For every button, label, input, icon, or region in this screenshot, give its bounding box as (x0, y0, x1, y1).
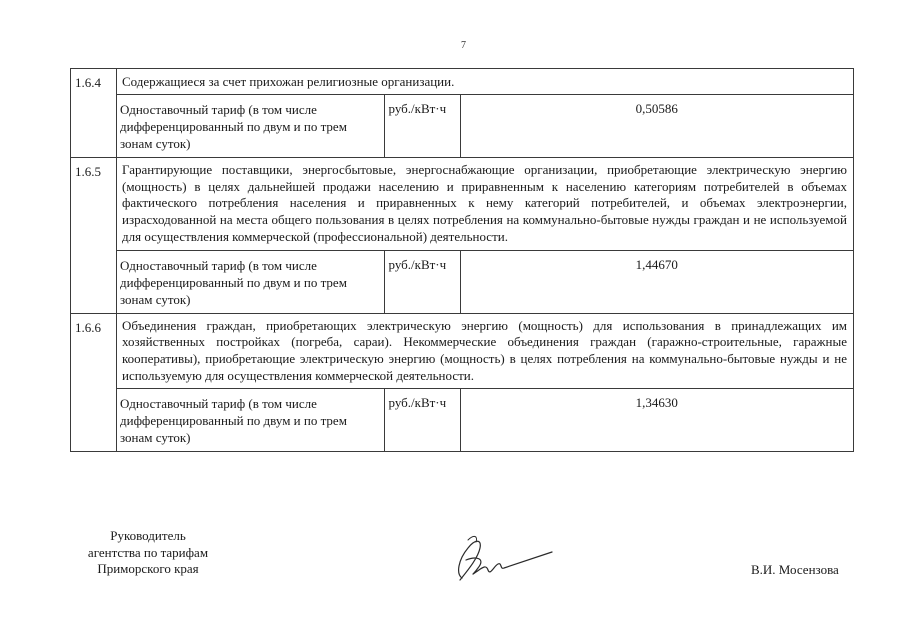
tariff-value: 1,34630 (460, 389, 853, 451)
tariff-value: 0,50586 (460, 95, 853, 157)
tariff-label: Одноставочный тариф (в том числе дифференцированный по двум и по трем зонам суток) (120, 102, 347, 151)
tariff-row (71, 95, 854, 158)
position-line: Приморского края (97, 561, 199, 576)
section-number: 1.6.4 (71, 69, 117, 158)
position-line: Руководитель (110, 528, 186, 543)
tariff-label: Одноставочный тариф (в том числе дифференцированный по двум и по трем зонам суток) (120, 396, 347, 446)
signatory-position (63, 528, 233, 578)
tariff-row (71, 389, 854, 452)
tariff-row (71, 250, 854, 313)
section-number: 1.6.5 (71, 158, 117, 314)
section-row (71, 158, 854, 251)
tariff-table (70, 68, 854, 452)
tariff-label: Одноставочный тариф (в том числе дифференцированный по двум и по трем зонам суток) (120, 257, 347, 307)
tariff-unit: руб./кВт·ч (384, 95, 460, 157)
section-row (71, 69, 854, 95)
signatory-name: В.И. Мосензова (751, 562, 839, 577)
position-line: агентства по тарифам (87, 544, 209, 560)
page-number: 7 (461, 40, 466, 51)
section-description: Объединения граждан, приобретающих электрическую энергию (мощность) для использования в принадлежащих им хозяйственных постройках (погреба, сараи). Некоммерческие объединения граждан (гаражно-строительные, гаражные кооперативы), приобретающие электрическую энергию (мощность) в целях потребления на коммунально-бытовые нужды и не используемую для осуществления коммерческой деятельности. (117, 313, 854, 389)
tariff-value: 1,44670 (460, 251, 853, 313)
section-description: Содержащиеся за счет прихожан религиозные организации. (117, 69, 854, 95)
tariff-unit: руб./кВт·ч (384, 389, 460, 451)
section-row (71, 313, 854, 389)
tariff-unit: руб./кВт·ч (384, 251, 460, 313)
section-description: Гарантирующие поставщики, энергосбытовые, энергоснабжающие организации, приобретающие электрическую энергию (мощность) в целях дальнейшей продажи населению и приравненным к населению категориям потребителей в объемах фактического потребления населения и приравненных к нему категорий потребителей, и объемах электроэнергии, израсходованной на места общего пользования в целях потребления на коммунально-бытовые нужды граждан и не используемой для осуществления коммерческой (профессиональной) деятельности. (117, 158, 854, 251)
handwritten-signature (448, 530, 558, 590)
section-number: 1.6.6 (71, 313, 117, 452)
